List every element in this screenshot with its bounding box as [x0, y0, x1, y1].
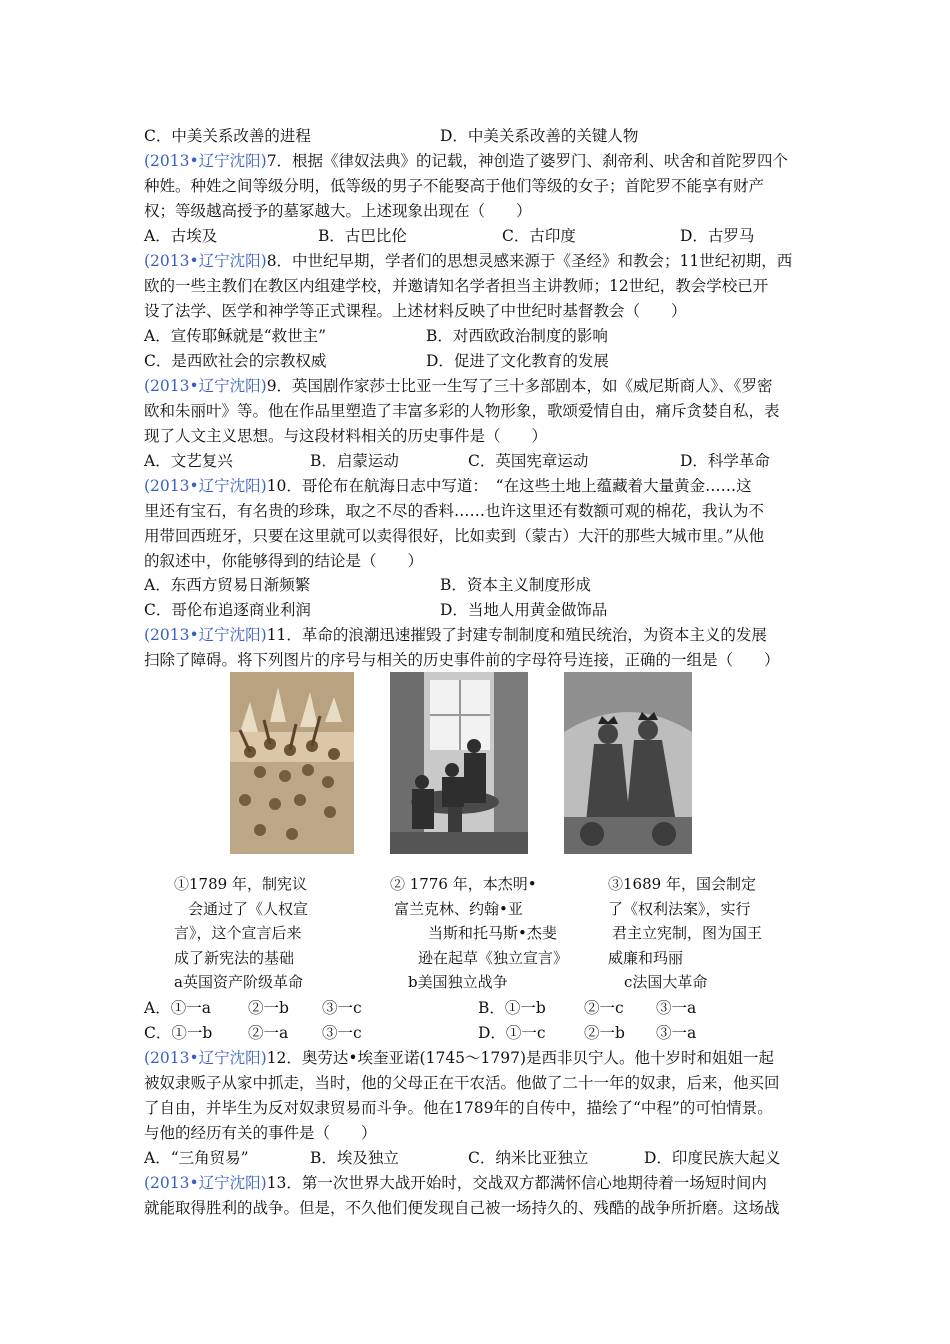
- q12-line-4: 与他的经历有关的事件是（ ）: [144, 1124, 377, 1142]
- declaration-engraving-image: [390, 672, 528, 854]
- q8-option-b: B．对西欧政治制度的影响: [426, 327, 608, 345]
- q11-option-c-1: C．①一b: [144, 1024, 213, 1042]
- q8-option-a: A．宣传耶稣就是“救世主”: [144, 327, 327, 345]
- q13-line-2: 就能取得胜利的战争。但是，不久他们便发现自己被一场持久的、残酷的战争所折磨。这场战: [144, 1199, 780, 1217]
- q11-line-1: (2013•辽宁沈阳)11．革命的浪潮迅速摧毁了封建专制制度和殖民统治，为资本主义的发展: [144, 626, 767, 644]
- q9-line-3: 现了人文主义思想。与这段材料相关的历史事件是（ ）: [144, 427, 548, 445]
- q11-option-d-2: ②一b: [584, 1024, 625, 1042]
- source-tag: (2013•辽宁沈阳): [144, 1174, 267, 1192]
- q12-option-c: C．纳米比亚独立: [468, 1149, 589, 1167]
- q11-option-a-3: ③一c: [322, 999, 362, 1017]
- q10-option-b: B．资本主义制度形成: [440, 576, 591, 594]
- q6-option-d: D．中美关系改善的关键人物: [440, 127, 639, 145]
- q11-option-c-2: ②一a: [248, 1024, 289, 1042]
- source-tag: (2013•辽宁沈阳): [144, 152, 267, 170]
- q8-option-c: C．是西欧社会的宗教权威: [144, 352, 327, 370]
- q13-line-1: (2013•辽宁沈阳)13．第一次世界大战开始时，交战双方都满怀信心地期待着一场短时间内: [144, 1174, 767, 1192]
- q11-option-a-2: ②一b: [248, 999, 289, 1017]
- source-tag: (2013•辽宁沈阳): [144, 1049, 267, 1067]
- q8-line-1: (2013•辽宁沈阳)8．中世纪早期，学者们的思想灵感来源于《圣经》和教会；11世纪初期，西: [144, 252, 793, 270]
- q11-line-2: 扫除了障碍。将下列图片的序号与相关的历史事件前的字母符号连接，正确的一组是（ ）: [144, 651, 780, 669]
- q12-line-2: 被奴隶贩子从家中抓走，当时，他的父母正在干农活。他做了二十一年的奴隶，后来，他买回: [144, 1074, 780, 1092]
- q9-line-1: (2013•辽宁沈阳)9．英国剧作家莎士比亚一生写了三十多部剧本，如《威尼斯商人》、《罗密: [144, 377, 773, 395]
- q12-option-b: B．埃及独立: [310, 1149, 399, 1167]
- q10-option-d: D．当地人用黄金做饰品: [440, 601, 608, 619]
- figure-2-caption: ② 1776 年，本杰明• 富兰克林、约翰•亚 当斯和托马斯•杰斐 逊在起草《独立宣言》 b美国独立战争: [390, 875, 569, 991]
- q7-option-b: B．古巴比伦: [318, 227, 407, 245]
- q8-line-3: 设了法学、医学和神学等正式课程。上述材料反映了中世纪时基督教会（ ）: [144, 302, 687, 320]
- q9-option-a: A．文艺复兴: [144, 452, 233, 470]
- q6-option-c: C．中美关系改善的进程: [144, 127, 311, 145]
- q7-option-a: A．古埃及: [144, 227, 218, 245]
- q11-option-d-3: ③一a: [656, 1024, 697, 1042]
- figure-3-william-and-mary: [564, 672, 692, 854]
- q8-option-d: D．促进了文化教育的发展: [426, 352, 609, 370]
- q10-line-2: 里还有宝石，有名贵的珍珠，取之不尽的香料……也许这里还有数额可观的棉花，我认为不: [144, 502, 765, 520]
- q12-line-3: 了自由，并毕生为反对奴隶贸易而斗争。他在1789年的自传中，描绘了“中程”的可怕情景。: [144, 1099, 773, 1117]
- q12-line-1: (2013•辽宁沈阳)12．奥劳达•埃奎亚诺(1745～1797)是西非贝宁人。他十岁时和姐姐一起: [144, 1049, 775, 1067]
- q10-option-c: C．哥伦布追逐商业利润: [144, 601, 311, 619]
- q9-option-c: C．英国宪章运动: [468, 452, 589, 470]
- q9-option-d: D．科学革命: [680, 452, 770, 470]
- q7-line-3: 权；等级越高授予的墓冢越大。上述现象出现在（ ）: [144, 202, 532, 220]
- q10-line-1: (2013•辽宁沈阳)10．哥伦布在航海日志中写道： “在这些土地上蕴藏着大量黄金……这: [144, 477, 752, 495]
- q11-option-c-3: ③一c: [322, 1024, 362, 1042]
- figure-2-declaration-drafting: [390, 672, 528, 854]
- q7-option-d: D．古罗马: [680, 227, 755, 245]
- q7-line-1: (2013•辽宁沈阳)7．根据《律奴法典》的记载，神创造了婆罗门、刹帝利、吠舍和首陀罗四个: [144, 152, 789, 170]
- q7-option-c: C．古印度: [502, 227, 576, 245]
- q11-option-d-1: D．①一c: [478, 1024, 546, 1042]
- figure-1-tennis-court-oath: [230, 672, 354, 854]
- q11-option-b-1: B．①一b: [478, 999, 546, 1017]
- q10-option-a: A．东西方贸易日渐频繁: [144, 576, 311, 594]
- q10-line-3: 用带回西班牙，只要在这里就可以卖得很好，比如卖到（蒙古）大汗的那些大城市里。”从他: [144, 527, 765, 545]
- figure-3-caption: ③1689 年，国会制定 了《权利法案》，实行 君主立宪制，图为国王 威廉和玛丽 c法国大革命: [608, 875, 763, 991]
- source-tag: (2013•辽宁沈阳): [144, 626, 267, 644]
- royal-portrait-engraving-image: [564, 672, 692, 854]
- source-tag: (2013•辽宁沈阳): [144, 252, 267, 270]
- q11-option-a-1: A．①一a: [144, 999, 211, 1017]
- q12-option-a: A．“三角贸易”: [144, 1149, 249, 1167]
- q11-option-b-3: ③一a: [656, 999, 697, 1017]
- q12-option-d: D．印度民族大起义: [644, 1149, 781, 1167]
- q11-option-b-2: ②一c: [584, 999, 624, 1017]
- q9-option-b: B．启蒙运动: [310, 452, 399, 470]
- figure-1-caption: ①1789 年，制宪议 会通过了《人权宣 言》，这个宣言后来 成了新宪法的基础 a英国资产阶级革命: [174, 875, 309, 991]
- q8-line-2: 欧的一些主教们在教区内组建学校，并邀请知名学者担当主讲教师；12世纪，教会学校已开: [144, 277, 769, 295]
- crowd-engraving-image: [230, 672, 354, 854]
- q10-line-4: 的叙述中，你能够得到的结论是（ ）: [144, 552, 424, 570]
- source-tag: (2013•辽宁沈阳): [144, 377, 267, 395]
- q7-line-2: 种姓。种姓之间等级分明，低等级的男子不能娶高于他们等级的女子；首陀罗不能享有财产: [144, 177, 765, 195]
- q9-line-2: 欧和朱丽叶》等。他在作品里塑造了丰富多彩的人物形象，歌颂爱情自由，痛斥贪婪自私，表: [144, 402, 780, 420]
- source-tag: (2013•辽宁沈阳): [144, 477, 267, 495]
